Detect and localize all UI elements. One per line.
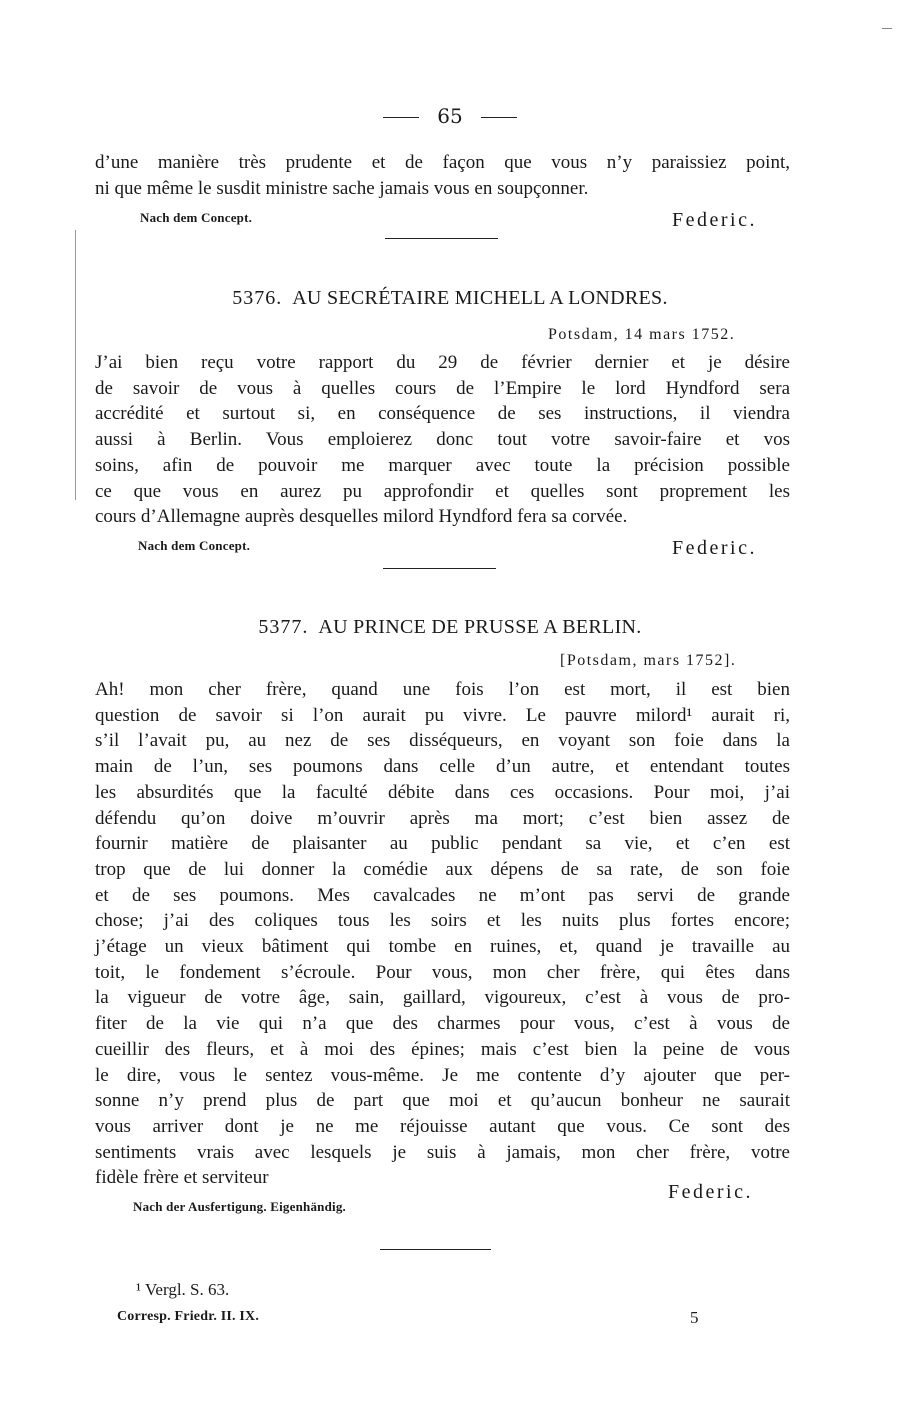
running-header	[0, 104, 900, 128]
signature: Federic.	[668, 1181, 753, 1203]
page-number: 65	[437, 104, 463, 128]
source-note: Nach dem Concept.	[140, 210, 253, 225]
text-line: accrédité et surtout si, en conséquence de ses instructions, il viendra	[95, 403, 790, 425]
text-line: fournir matière de plaisanter au public pendant sa vie, et c’en est	[95, 833, 790, 855]
text-line: chose; j’ai des coliques tous les soirs et les nuits plus fortes encore;	[95, 910, 790, 932]
section-rule	[385, 238, 498, 239]
dateline: [Potsdam, mars 1752].	[560, 652, 737, 669]
source-note: Nach der Ausfertigung. Eigenhändig.	[133, 1199, 346, 1214]
letter-title: AU PRINCE DE PRUSSE A BERLIN.	[318, 616, 642, 638]
sheet-signature-mark: 5	[690, 1308, 699, 1327]
header-dash-right	[481, 117, 517, 118]
text-line: j’étage un vieux bâtiment qui tombe en ruines, et, quand je travaille au	[95, 936, 790, 958]
letter-heading	[0, 287, 900, 310]
text-line: fidèle frère et serviteur	[95, 1167, 269, 1189]
margin-scan-line	[75, 230, 76, 500]
dateline: Potsdam, 14 mars 1752.	[548, 326, 736, 343]
letter-heading	[0, 616, 900, 639]
section-rule	[380, 1249, 491, 1250]
letter-number: 5376.	[232, 287, 283, 309]
signature: Federic.	[672, 209, 757, 231]
footnote: ¹ Vergl. S. 63.	[136, 1280, 230, 1299]
header-dash-left	[383, 117, 419, 118]
text-line: Ah! mon cher frère, quand une fois l’on est mort, il est bien	[95, 679, 790, 700]
text-line: ce que vous en aurez pu approfondir et quelles sont proprement les	[95, 480, 790, 502]
letter-body	[95, 350, 790, 530]
text-line: s’il l’avait pu, au nez de ses disséqueurs, en voyant son foie dans la	[95, 730, 790, 752]
text-line: sonne n’y prend plus de part que moi et qu’aucun bonheur ne saurait	[95, 1090, 790, 1112]
text-line: et de ses poumons. Mes cavalcades ne m’ont pas servi de grande	[95, 884, 790, 906]
text-line: cours d’Allemagne auprès desquelles milord Hyndford fera sa corvée.	[95, 506, 628, 528]
letter-body	[95, 677, 790, 1191]
text-line: fiter de la vie qui n’a que des charmes pour vous, c’est à vous de	[95, 1013, 790, 1035]
text-line: J’ai bien reçu votre rapport du 29 de février dernier et je désire	[95, 352, 790, 373]
continuation-paragraph	[95, 150, 790, 201]
text-line: d’une manière très prudente et de façon que vous n’y paraissiez point,	[95, 152, 790, 173]
text-line: question de savoir si l’on aurait pu vivre. Le pauvre milord¹ aurait ri,	[95, 704, 790, 726]
text-line: trop que de lui donner la comédie aux dépens de sa rate, de son foie	[95, 858, 790, 880]
text-line: aussi à Berlin. Vous emploierez donc tout votre savoir-faire et vos	[95, 429, 790, 451]
text-line: vous arriver dont je ne me réjouisse autant que vous. Ce sont des	[95, 1115, 790, 1137]
text-line: cueillir des fleurs, et à moi des épines; mais c’est bien la peine de vous	[95, 1038, 790, 1060]
section-rule	[383, 568, 496, 569]
text-line: la vigueur de votre âge, sain, gaillard, vigoureux, c’est à vous de pro-	[95, 987, 790, 1009]
text-line: ni que même le susdit ministre sache jamais vous en soupçonner.	[95, 177, 589, 199]
letter-title: AU SECRÉTAIRE MICHELL A LONDRES.	[292, 287, 668, 309]
text-line: toit, le fondement s’écroule. Pour vous, mon cher frère, qui êtes dans	[95, 961, 790, 983]
text-line: sentiments vrais avec lesquels je suis à jamais, mon cher frère, votre	[95, 1141, 790, 1163]
page-edge-mark	[882, 28, 892, 29]
text-line: soins, afin de pouvoir me marquer avec toute la précision possible	[95, 454, 790, 476]
signature: Federic.	[672, 537, 757, 559]
text-line: le dire, vous le sentez vous-même. Je me contente d’y ajouter que per-	[95, 1064, 790, 1086]
text-line: main de l’un, ses poumons dans celle d’un autre, et entendant toutes	[95, 756, 790, 778]
collection-signature: Corresp. Friedr. II. IX.	[117, 1309, 260, 1324]
text-line: de savoir de vous à quelles cours de l’Empire le lord Hyndford sera	[95, 377, 790, 399]
letter-number: 5377.	[258, 616, 309, 638]
text-line: défendu qu’on doive m’ouvrir après ma mort; c’est bien assez de	[95, 807, 790, 829]
source-note: Nach dem Concept.	[138, 538, 251, 553]
text-line: les absurdités que la faculté débite dans ces occasions. Pour moi, j’ai	[95, 781, 790, 803]
